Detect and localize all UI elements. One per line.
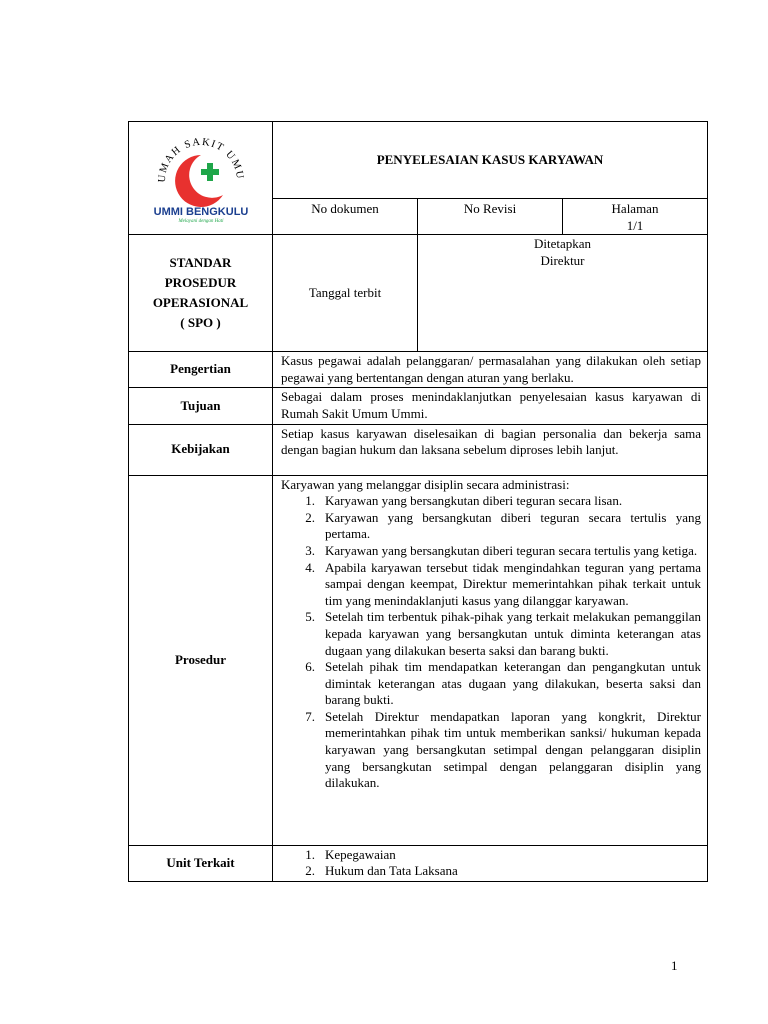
pengertian-text: Kasus pegawai adalah pelanggaran/ permasalahan yang dilakukan oleh setiap pegawai yang bertentangan dengan aturan yang berlaku. — [273, 352, 708, 388]
list-number: 2. — [305, 509, 315, 525]
unit-terkait-label: Unit Terkait — [129, 845, 273, 881]
page-number: 1 — [671, 958, 678, 973]
list-item — [281, 510, 701, 543]
document-title: PENYELESAIAN KASUS KARYAWAN — [273, 122, 708, 199]
spo-line-2: PROSEDUR — [164, 275, 237, 291]
spo-line-4: ( SPO ) — [180, 315, 221, 331]
logo-name: UMMI BENGKULU — [153, 205, 248, 218]
list-text: Setelah Direktur mendapatkan laporan yang kongkrit, Direktur memerintahkan pihak tim untuk memberikan sanksi/ hukuman kepada karyawan yang bersangkutan setimpal dengan pelanggaran disiplin yang bersangkutan setimpal dengan pelanggaran disiplin yang dilakukan. — [325, 708, 701, 791]
hospital-logo — [143, 129, 259, 223]
list-text: Hukum dan Tata Laksana — [325, 863, 458, 879]
no-dokumen-label: No dokumen — [273, 199, 418, 235]
spo-line-1: STANDAR — [169, 255, 232, 271]
list-number: 2. — [305, 863, 315, 879]
prosedur-intro: Karyawan yang melanggar disiplin secara administrasi: — [281, 476, 570, 492]
list-text: Karyawan yang bersangkutan diberi teguran secara lisan. — [325, 493, 623, 509]
prosedur-steps — [281, 493, 701, 792]
tanggal-terbit-label: Tanggal terbit — [273, 235, 418, 352]
list-number: 6. — [305, 659, 315, 675]
list-number: 1. — [305, 846, 315, 862]
spo-line-3: OPERASIONAL — [152, 295, 249, 311]
pengertian-label: Pengertian — [129, 352, 273, 388]
halaman-cell — [563, 199, 708, 235]
unit-terkait-content — [273, 845, 708, 881]
tujuan-label: Tujuan — [129, 388, 273, 424]
ditetapkan-label: Ditetapkan — [533, 236, 592, 252]
list-text: Setelah tim terbentuk pihak-pihak yang terkait melakukan pemanggilan kepada karyawan yang bersangkutan untuk diminta keterangan atas dugaan yang dilakukan beserta saksi dan barang bukti. — [325, 609, 701, 658]
list-item — [281, 493, 701, 510]
list-item — [281, 847, 701, 864]
list-text: Karyawan yang bersangkutan diberi teguran secara tertulis yang pertama. — [325, 509, 701, 542]
prosedur-label: Prosedur — [129, 475, 273, 845]
spo-title-cell — [129, 235, 273, 352]
list-text: Karyawan yang bersangkutan diberi teguran secara tertulis yang ketiga. — [325, 542, 698, 558]
logo-arc-text: UMAH SAKIT UMU — [156, 136, 245, 183]
no-revisi-label: No Revisi — [418, 199, 563, 235]
list-number: 4. — [305, 559, 315, 575]
list-item — [281, 543, 701, 560]
ditetapkan-cell — [418, 235, 708, 352]
kebijakan-label: Kebijakan — [129, 424, 273, 475]
list-number: 5. — [305, 609, 315, 625]
list-item — [281, 659, 701, 709]
list-item — [281, 863, 701, 880]
kebijakan-text: Setiap kasus karyawan diselesaikan di bagian personalia dan bekerja sama dengan bagian hukum dan laksana sebelum diproses lebih lanjut. — [273, 424, 708, 475]
prosedur-content — [273, 475, 708, 845]
list-text: Kepegawaian — [325, 846, 396, 862]
svg-text:RUMAH SAKIT UMUM — [143, 129, 245, 183]
spo-document-table — [128, 121, 708, 882]
list-item — [281, 709, 701, 792]
list-number: 7. — [305, 708, 315, 724]
logo-cell — [129, 122, 273, 235]
halaman-value: 1/1 — [626, 217, 644, 233]
direktur-label: Direktur — [540, 252, 585, 268]
list-item — [281, 609, 701, 659]
unit-terkait-list — [281, 847, 701, 880]
list-text: Apabila karyawan tersebut tidak mengindahkan teguran yang pertama sampai dengan keempat, Direktur memerintahkan pihak terkait untuk tim yang menindaklanjuti kasus yang dilanggar karyawan. — [325, 559, 701, 608]
list-item — [281, 560, 701, 610]
tujuan-text: Sebagai dalam proses menindaklanjutkan penyelesaian kasus karyawan di Rumah Sakit Umum Ummi. — [273, 388, 708, 424]
crescent-icon — [175, 155, 223, 207]
list-number: 3. — [305, 542, 315, 558]
halaman-label: Halaman — [611, 201, 659, 216]
list-text: Setelah pihak tim mendapatkan keterangan dan pengangkutan untuk dimintak keterangan atas dugaan yang dilakukan, beserta saksi dan barang bukti. — [325, 659, 701, 708]
logo-tagline: Melayani dengan Hati — [178, 218, 223, 223]
list-number: 1. — [305, 493, 315, 509]
